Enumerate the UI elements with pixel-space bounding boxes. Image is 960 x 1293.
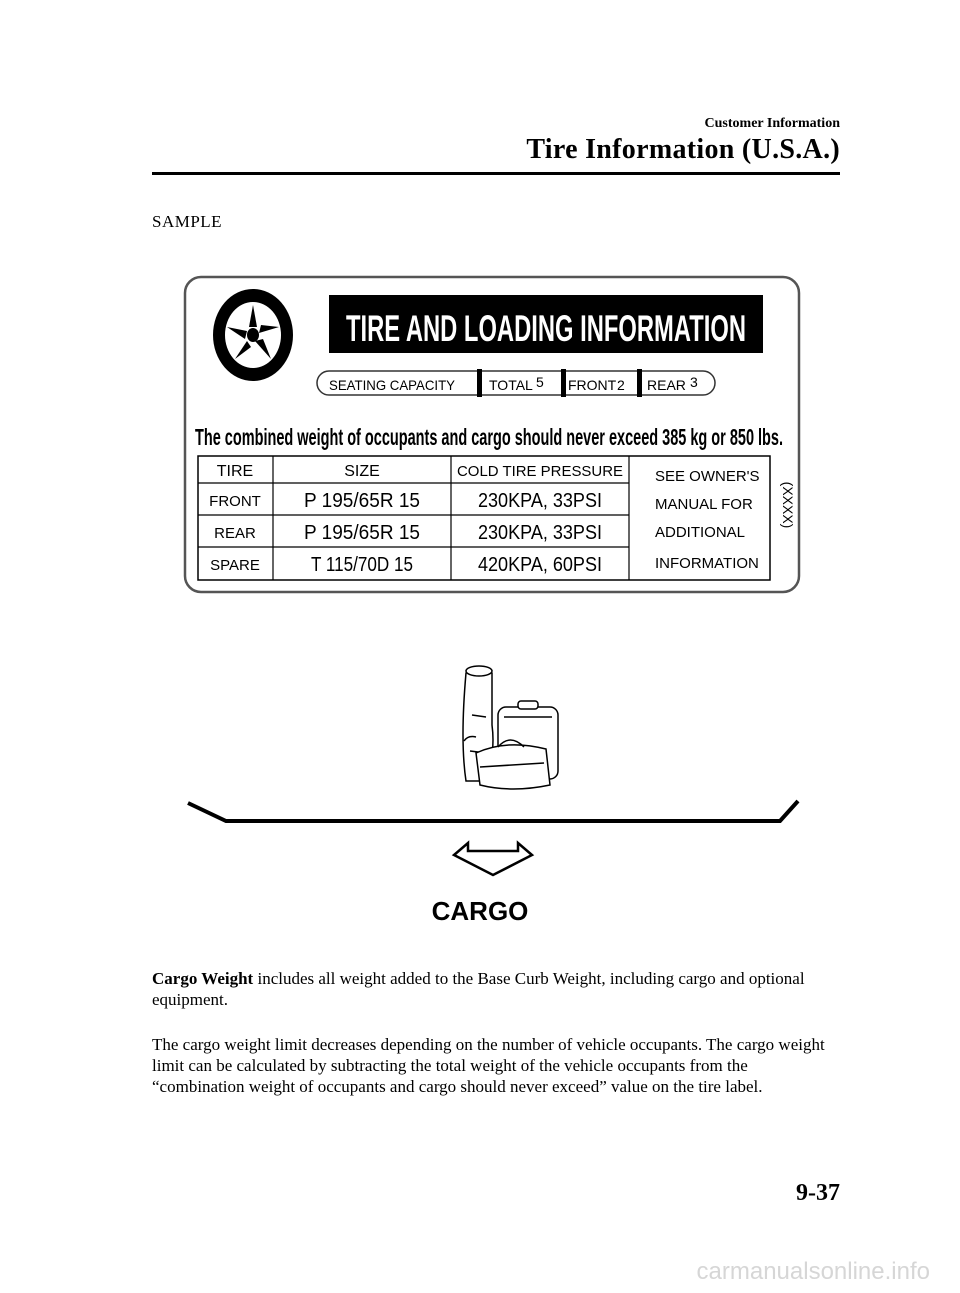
header-rule [152, 172, 840, 175]
total-value: 5 [536, 374, 544, 390]
paragraph-cargo-weight [152, 968, 844, 1010]
luggage-icon [463, 666, 558, 789]
tire-icon [213, 289, 293, 381]
cargo-weight-definition: includes all weight added to the Base Curb Weight, including cargo and optional equipment. [152, 969, 805, 1009]
rear-value: 3 [690, 374, 698, 390]
row-spare-tire: SPARE [210, 557, 260, 574]
row-spare-pressure: 420KPA, 60PSI [478, 554, 602, 576]
total-label: TOTAL [489, 377, 533, 393]
cargo-illustration [180, 655, 810, 875]
term-cargo-weight: Cargo Weight [152, 969, 254, 988]
front-label: FRONT [568, 377, 617, 393]
down-arrow-icon [454, 843, 532, 875]
row-rear-tire: REAR [214, 525, 256, 542]
paragraph-cargo-limit: The cargo weight limit decreases depending on the number of vehicle occupants. The cargo weight limit can be calculated by subtracting the total weight of the vehicle occupants from the “combination weight of occupants and cargo should never exceed” value on the tire label. [152, 1035, 825, 1096]
cargo-caption: CARGO [431, 896, 529, 926]
header-tire: TIRE [216, 463, 254, 480]
row-front-size: P 195/65R 15 [304, 490, 420, 512]
row-spare-size: T 115/70D 15 [311, 554, 413, 576]
cargo-platform [188, 801, 798, 821]
owner-note-line-3: ADDITIONAL [655, 524, 746, 541]
front-value: 2 [617, 377, 625, 393]
row-front-tire: FRONT [209, 493, 261, 510]
page-title: Tire Information (U.S.A.) [526, 134, 840, 165]
sample-caption: SAMPLE [152, 212, 223, 231]
seating-capacity-label: SEATING CAPACITY [329, 377, 456, 393]
row-front-pressure: 230KPA, 33PSI [478, 490, 602, 512]
owner-note-line-2: MANUAL FOR [655, 496, 753, 513]
section-label: Customer Information [704, 116, 840, 131]
page-number: 9-37 [796, 1180, 840, 1206]
owner-note-line-1: SEE OWNER'S [655, 468, 760, 485]
owner-note-line-4: INFORMATION [655, 555, 759, 572]
rear-label: REAR [647, 377, 686, 393]
tire-loading-label [183, 275, 801, 595]
combined-weight-statement: The combined weight of occupants and cargo should never exceed 385 kg or 850 lbs. [195, 424, 783, 450]
row-rear-size: P 195/65R 15 [304, 522, 420, 544]
watermark: carmanualsonline.info [696, 1258, 930, 1285]
label-title: TIRE AND LOADING INFORMATION [346, 308, 746, 349]
row-rear-pressure: 230KPA, 33PSI [478, 522, 602, 544]
header-cold-tire-pressure: COLD TIRE PRESSURE [457, 463, 623, 480]
label-code: (XXXX) [780, 481, 796, 529]
header-size: SIZE [344, 463, 380, 480]
